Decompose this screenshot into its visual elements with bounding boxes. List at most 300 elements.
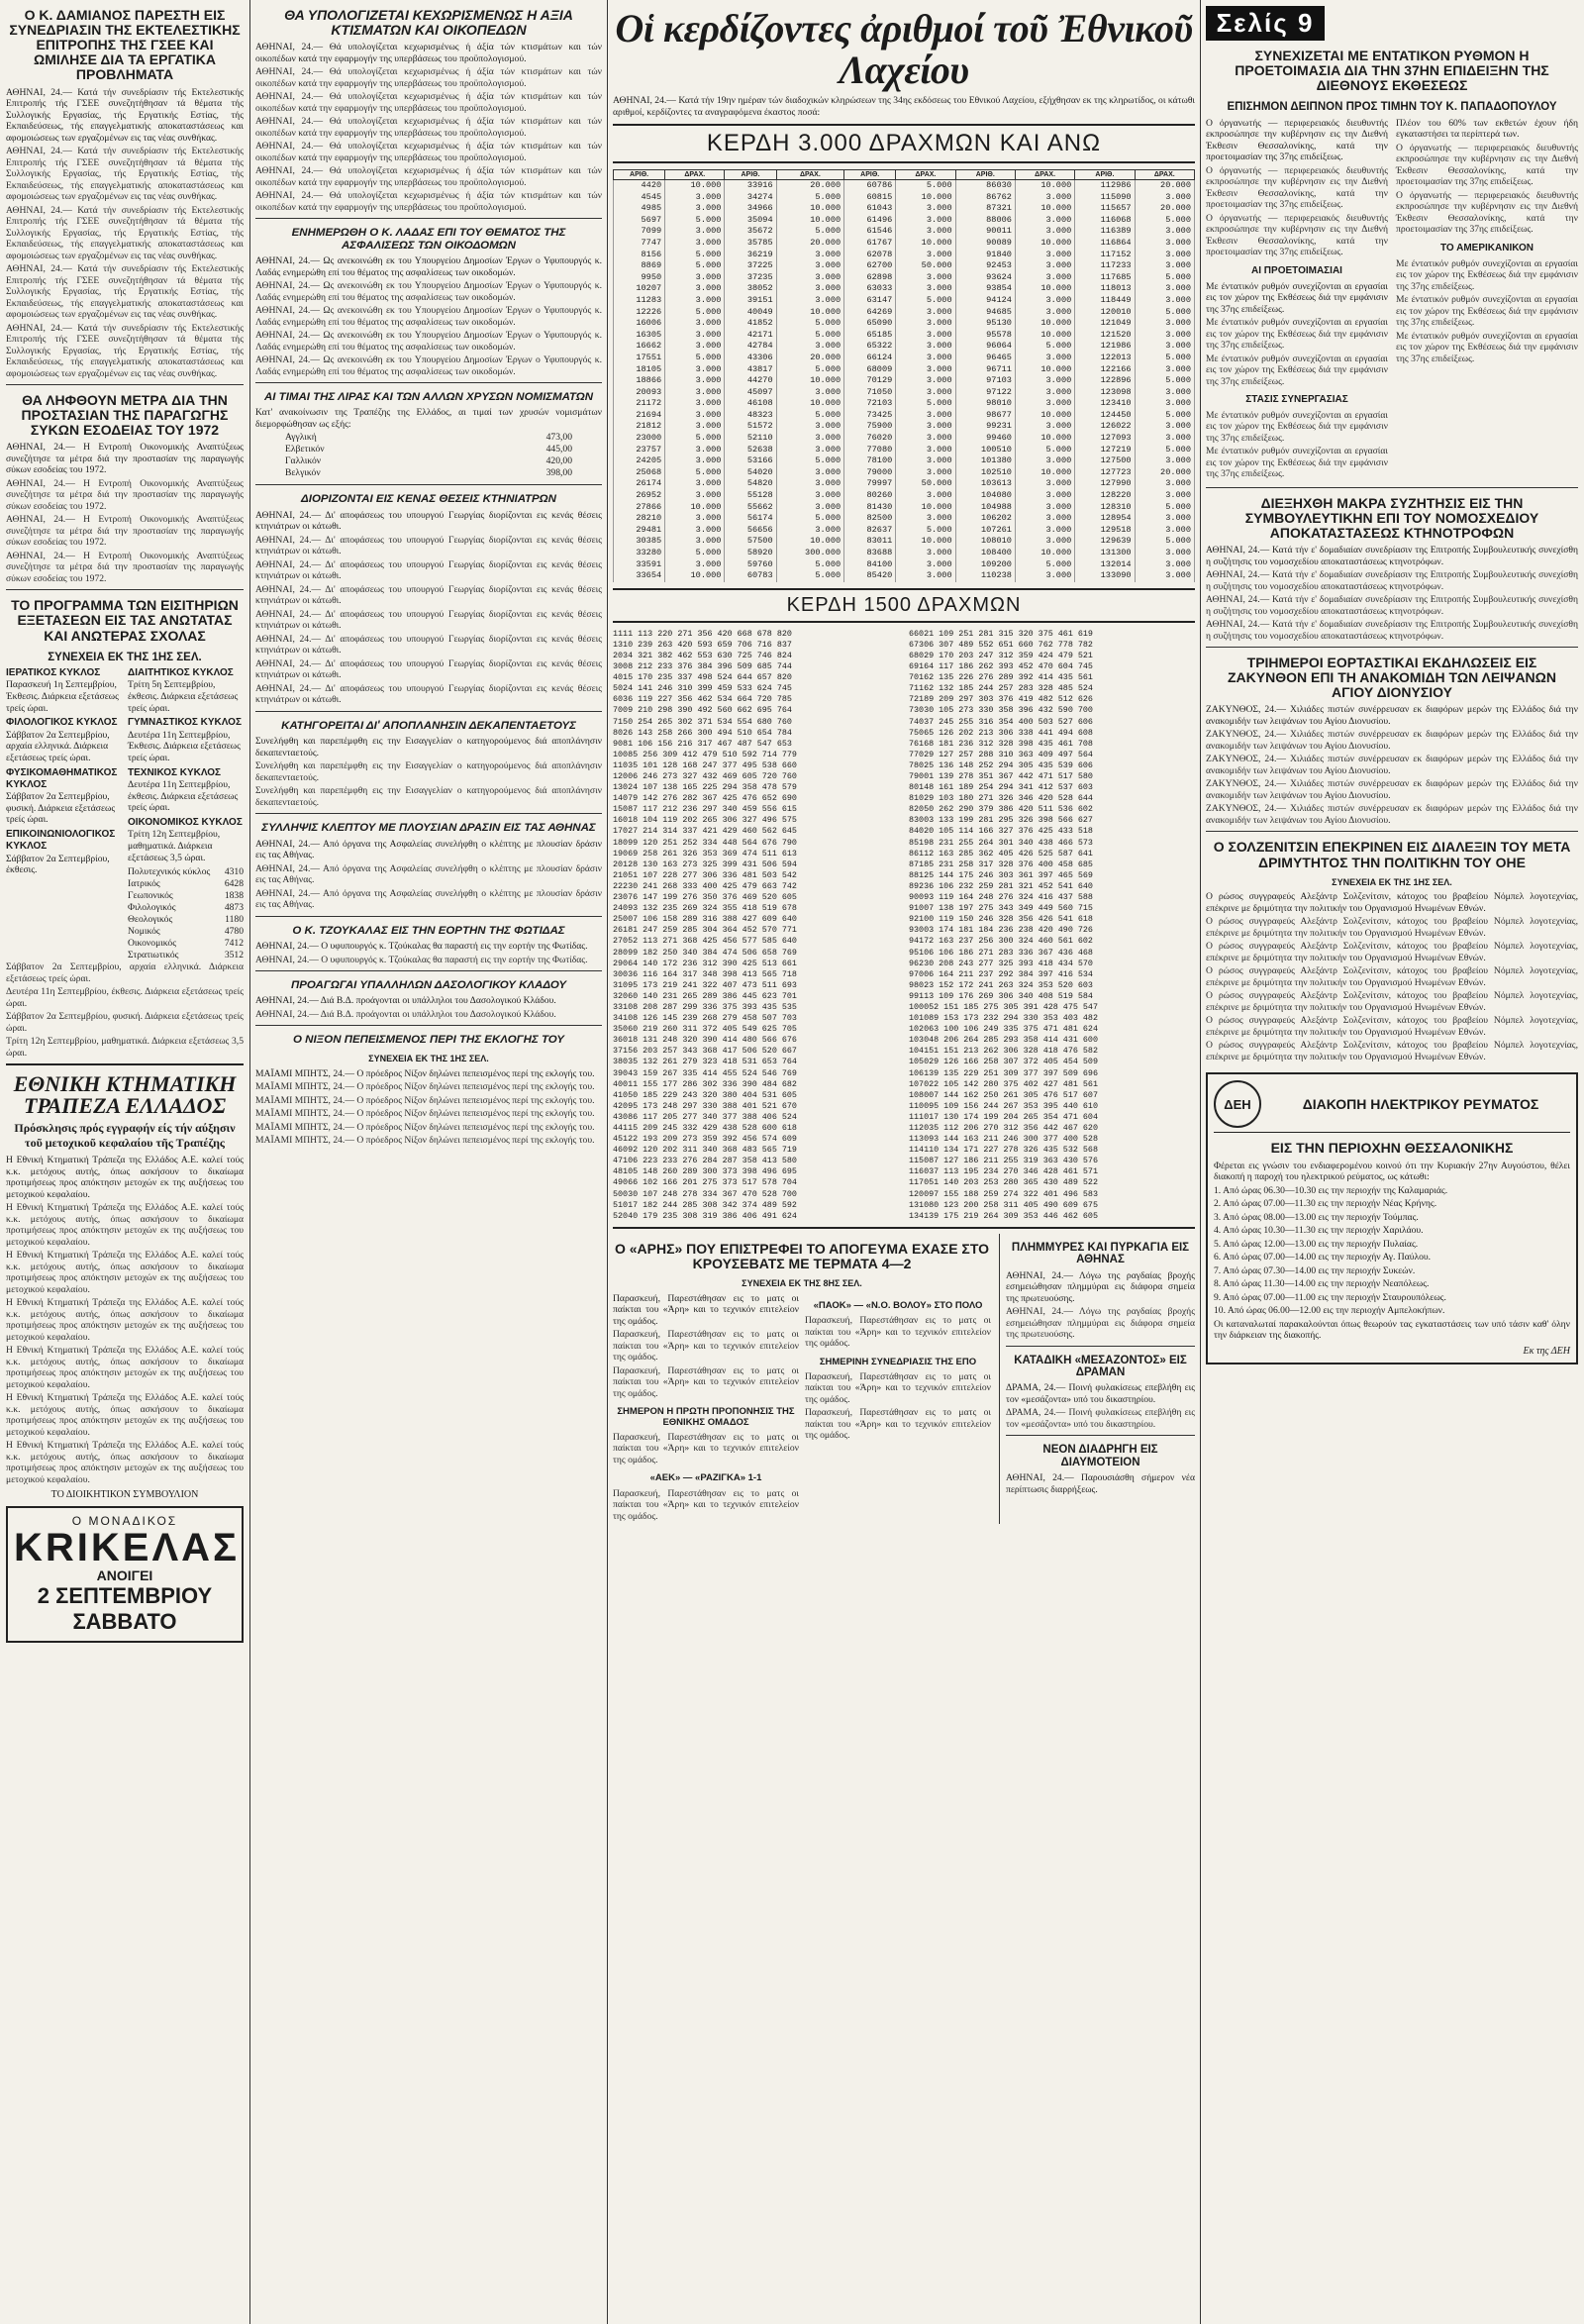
ticket-number: 85420 (844, 570, 896, 582)
ticket-number: 77080 (844, 445, 896, 456)
ticket-number: 65090 (844, 318, 896, 330)
ticket-number: 117152 (1075, 250, 1135, 261)
col-header: ΔΡΑΧ. (1135, 170, 1194, 180)
prize-amount: 3.000 (665, 295, 725, 307)
divider (1206, 647, 1578, 648)
prize-amount: 3.000 (896, 272, 955, 284)
ticket-number: 26952 (614, 490, 665, 502)
body-katadiki-2: ΔΡΑΜΑ, 24.— Ποινή φυλακίσεως επεβλήθη εις τον «μεσάζοντα» υπό του δικαστηρίου. (1006, 1407, 1195, 1430)
ticket-number: 96711 (955, 364, 1015, 376)
body-amerikaniko: Με έντατικόν ρυθμόν συνεχίζονται αι εργασίαι εις τον χώρον της Εκθέσεως διά την εμφάνισιν της 37ης επιδείξεως. (1396, 257, 1578, 292)
bank-body-3: Η Εθνική Κτηματική Τράπεζα της Ελλάδος Α.Ε. καλεί τούς κ.κ. μετόχους αυτής, όπως ασκήσουν το δικαίωμα προτιμήσεως προς απόκτησιν μετοχών εκ της αυξήσεως του μετοχικού κεφαλαίου. (6, 1297, 244, 1343)
body-stasis-2: Με έντατικόν ρυθμόν συνεχίζονται αι εργασίαι εις τον χώρον της Εκθέσεως διά την εμφάνισιν της 37ης επιδείξεως. (1206, 446, 1388, 480)
headline-neon: ΝΕΟΝ ΔΙΑΔΡΗΓΗ ΕΙΣ ΔΙΑΥΜΟΤΕΙΟΝ (1042, 1444, 1158, 1468)
ticket-number: 131300 (1075, 548, 1135, 559)
prize-amount: 5.000 (1135, 445, 1194, 456)
ticket-number: 117685 (1075, 272, 1135, 284)
prize-amount: 3.000 (776, 341, 844, 353)
prize-amount: 5.000 (665, 433, 725, 445)
headline-damianos: Ο Κ. ΔΑΜΙΑΝΟΣ ΠΑΡΕΣΤΗ ΕΙΣ ΣΥΝΕΔΡΙΑΣΙΝ ΤΗΣ ΕΚΤΕΛΕΣΤΙΚΗΣ ΕΠΙΤΡΟΠΗΣ ΤΗΣ ΓΣΕΕ ΚΑΙ ΩΜΙΛΗΣΕ ΔΙΑ ΤΑ ΕΡΓΑΤΙΚΑ ΠΡΟΒΛΗΜΑΤΑ (9, 7, 241, 83)
prize-amount: 3.000 (665, 192, 725, 204)
dei-item: 2. Από ώρας 07.00—11.30 εις την περιοχήν Νέας Κρήνης. (1214, 1198, 1437, 1210)
subhead-amerikaniko: ΤΟ ΑΜΕΡΙΚΑΝΙΚΟΝ (1440, 242, 1534, 253)
body-tzoukalas-2: ΑΘΗΝΑΙ, 24.— Ο υφυπουργός κ. Τζούκαλας θα παραστή εις την εορτήν της Φωτίδας. (255, 954, 588, 965)
prize-amount: 3.000 (896, 433, 955, 445)
body-kleptis-3: ΑΘΗΝΑΙ, 24.— Από όργανα της Ασφαλείας συνελήφθη ο κλέπτης με πλουσίαν δράσιν εις τας Αθήνας. (255, 887, 602, 911)
ticket-number: 68009 (844, 364, 896, 376)
continuation-note: ΣΥΝΕΧΕΙΑ ΕΚ ΤΗΣ 1ΗΣ ΣΕΛ. (48, 651, 202, 663)
prize-amount: 50.000 (896, 478, 955, 490)
headline-ktinotrofoi: ΔΙΕΞΗΧΘΗ ΜΑΚΡΑ ΣΥΖΗΤΗΣΙΣ ΕΙΣ ΤΗΝ ΣΥΜΒΟΥΛΕΥΤΙΚΗΝ ΕΠΙ ΤΟΥ ΝΟΜΟΣΧΕΔΙΟΥ ΑΠΟΚΑΤΑΣΤΑΣΕΩΣ ΚΤΗΝΟΤΡΟΦΩΝ (1244, 494, 1539, 542)
prize-amount: 3.000 (896, 375, 955, 387)
body-syka-2: ΑΘΗΝΑΙ, 24.— Η Εντροπή Οικονομικής Αναπτύξεως συνεζήτησε τα μέτρα διά την προστασίαν της παραγωγής σύκων εσοδείας του 1972. (6, 514, 244, 549)
ticket-number: 55128 (725, 490, 776, 502)
ticket-number: 73425 (844, 410, 896, 422)
body-ktismata: ΑΘΗΝΑΙ, 24.— Θά υπολογίζεται κεχωρισμένως ή άξία τών κτισμάτων και τών οικοπέδων κατά την εφαρμογήν της υπερβάσεως του προϋπολογισμού. (255, 42, 602, 64)
ticket-number: 35672 (725, 226, 776, 238)
prize-amount: 3.000 (1015, 525, 1074, 537)
prize-amount: 10.000 (776, 375, 844, 387)
dei-notice (1206, 1072, 1578, 1364)
ticket-number: 60815 (844, 192, 896, 204)
prize-amount: 10.000 (1015, 410, 1074, 422)
schedule-block: ΔΙΑΙΤΗΤΙΚΟΣ ΚΥΚΛΟΣ Τρίτη 5η Σεπτεμβρίου, έκθεσις. Διάρκεια εξετάσεως τρείς ώραι. (128, 667, 239, 714)
prize-amount: 3.000 (665, 203, 725, 215)
schedule-block: ΤΕΧΝΙΚΟΣ ΚΥΚΛΟΣ Δευτέρα 11η Σεπτεμβρίου, έκθεσις. Διάρκεια εξετάσεως τρείς ώραι. (128, 766, 239, 814)
ticket-number: 55662 (725, 502, 776, 514)
prize-amount: 10.000 (776, 398, 844, 410)
divider (255, 484, 602, 485)
prize-amount: 5.000 (665, 250, 725, 261)
prize-amount: 3.000 (776, 478, 844, 490)
prize-amount: 3.000 (896, 513, 955, 525)
ticket-number: 126022 (1075, 421, 1135, 433)
prize-amount: 3.000 (896, 445, 955, 456)
ticket-number: 95578 (955, 330, 1015, 342)
headline-proagogai: ΠΡΟΑΓΩΓΑΙ ΥΠΑΛΛΗΛΩΝ ΔΑΣΟΛΟΓΙΚΟΥ ΚΛΑΔΟΥ (290, 979, 567, 991)
ticket-number: 75900 (844, 421, 896, 433)
ticket-number: 9950 (614, 272, 665, 284)
ticket-number: 58920 (725, 548, 776, 559)
advert-krikelas (6, 1506, 244, 1643)
table-row (614, 295, 1195, 307)
ticket-number: 4985 (614, 203, 665, 215)
headline-ktismata: ΘΑ ΥΠΟΛΟΓΙΖΕΤΑΙ ΚΕΧΩΡΙΣΜΕΝΩΣ Η ΑΞΙΑ ΚΤΙΣΜΑΤΩΝ ΚΑΙ ΟΙΚΟΠΕΔΩΝ (284, 7, 573, 39)
headline-kleptis: ΣΥΛΛΗΨΙΣ ΚΛΕΠΤΟΥ ΜΕ ΠΛΟΥΣΙΑΝ ΔΡΑΣΙΝ ΕΙΣ ΤΑΣ ΑΘΗΝΑΣ (261, 822, 596, 835)
col-header: ΑΡΙΘ. (955, 170, 1015, 180)
prize-amount: 10.000 (1015, 238, 1074, 250)
prize-amount: 5.000 (665, 307, 725, 319)
ticket-number: 39151 (725, 295, 776, 307)
prize-amount: 10.000 (776, 536, 844, 548)
table-row (614, 341, 1195, 353)
ticket-number: 70129 (844, 375, 896, 387)
prize-amount: 3.000 (1135, 226, 1194, 238)
divider (255, 916, 602, 917)
prize-amount: 3.000 (1135, 238, 1194, 250)
ticket-number: 33591 (614, 559, 665, 571)
headline-prop: ΣΗΜΕΡΟΝ Η ΠΡΩΤΗ ΠΡΟΠΟΝΗΣΙΣ ΤΗΣ ΕΘΝΙΚΗΣ ΟΜΑΔΟΣ (617, 1406, 795, 1428)
body-damianos-4: ΑΘΗΝΑΙ, 24.— Κατά τήν συνεδρίασιν τής Εκτελεστικής Επιτροπής τής ΓΣΕΕ συνεζητήθησαν τά θέματα τής Συλλογικής Εργασίας, τής Εργατικής Εστίας, τής Εκπαιδεύσεως, τής επαγγελματικής αποκαταστάσεως και αφομοιώσεως των εργαζομένων εις τας νέας συνθήκας. (6, 322, 244, 379)
body-ladas-5: ΑΘΗΝΑΙ, 24.— Ως ανεκοινώθη εκ του Υπουργείου Δημοσίων Έργων ο Υφυπουργός κ. Λαδάς ενημερώθη επί του θέματος της ασφαλίσεως των οικοδομών. (255, 354, 602, 377)
ticket-number: 129518 (1075, 525, 1135, 537)
schedule-block: ΕΠΙΚΟΙΝΩΝΙΟΛΟΓΙΚΟΣ ΚΥΚΛΟΣ Σάββατον 2α Σεπτεμβρίου, έκθεσις. (6, 829, 116, 876)
ticket-number: 34274 (725, 192, 776, 204)
body-prop: Παρασκευή, Παρεστάθησαν εις το ματς οι παίκται του «Άρη» και το τεχνικόν επιτελείον της ομάδος. (613, 1431, 799, 1465)
prize-amount: 3.000 (896, 318, 955, 330)
ticket-number: 54020 (725, 467, 776, 479)
prize-amount: 5.000 (776, 364, 844, 376)
ticket-number: 44270 (725, 375, 776, 387)
prize-amount: 3.000 (1015, 226, 1074, 238)
advert-line: Ο ΜΟΝΑΔΙΚΟΣ (71, 1514, 178, 1529)
body-ktismata-2: ΑΘΗΝΑΙ, 24.— Θά υπολογίζεται κεχωρισμένως ή άξία τών κτισμάτων και τών οικοπέδων κατά την εφαρμογήν της υπερβάσεως του προϋπολογισμού. (255, 66, 602, 89)
prize-amount: 3.000 (776, 260, 844, 272)
ticket-number: 63033 (844, 283, 896, 295)
ticket-number: 40049 (725, 307, 776, 319)
body-nixon-4: ΜΑΪΑΜΙ ΜΠΗΤΣ, 24.— Ο πρόεδρος Νίξον δηλώνει πεπεισμένος περί της εκλογής του. (255, 1108, 595, 1120)
headline-katigoreitai: ΚΑΤΗΓΟΡΕΙΤΑΙ ΔΙ' ΑΠΟΠΛΑΝΗΣΙΝ ΔΕΚΑΠΕΝΤΑΕΤΟΥΣ (281, 719, 576, 732)
prize-amount: 3.000 (776, 445, 844, 456)
prize-amount: 3.000 (1135, 250, 1194, 261)
headline-vets: ΔΙΟΡΙΖΟΝΤΑΙ ΕΙΣ ΚΕΝΑΣ ΘΕΣΕΙΣ ΚΤΗΝΙΑΤΡΩΝ (301, 493, 556, 506)
bank-signature: ΤΟ ΔΙΟΙΚΗΤΙΚΟΝ ΣΥΜΒΟΥΛΙΟΝ (50, 1489, 199, 1501)
divider (255, 711, 602, 712)
prize-amount: 3.000 (665, 478, 725, 490)
prize-amount: 3.000 (896, 364, 955, 376)
schedule-block: ΦΙΛΟΛΟΓΙΚΟΣ ΚΥΚΛΟΣ Σάββατον 2α Σεπτεμβρίου, αρχαία ελληνικά. Διάρκεια εξετάσεως τρείς ώραι. (6, 717, 118, 763)
divider (1006, 1346, 1195, 1347)
prize-amount: 10.000 (896, 192, 955, 204)
prize-amount: 5.000 (1135, 375, 1194, 387)
ticket-number: 127219 (1075, 445, 1135, 456)
ticket-number: 86762 (955, 192, 1015, 204)
body-katadiki: ΔΡΑΜΑ, 24.— Ποινή φυλακίσεως επεβλήθη εις τον «μεσάζοντα» υπό του δικαστηρίου. (1006, 1382, 1195, 1405)
prize-amount: 3.000 (896, 559, 955, 571)
ticket-number: 16006 (614, 318, 665, 330)
col-header: ΑΡΙΘ. (614, 170, 665, 180)
column-1 (6, 0, 244, 2324)
lottery-title: Οἱ κερδίζοντες ἀριθμοί τοῦ Ἐθνικοῦ Λαχείου (615, 6, 1193, 92)
prize-amount: 3.000 (665, 559, 725, 571)
ticket-number: 115090 (1075, 192, 1135, 204)
body-solzenitsin-7: Ο ρώσος συγγραφεύς Αλεξάντρ Σολζενίτσιν, κάτοχος του βραβείου Νόμπελ λογοτεχνίας, επέκρινε με δριμύτητα την πολιτικήν του Οργανισμού Ηνωμένων Εθνών. (1206, 1040, 1578, 1062)
body-ktinotrofoi-3: ΑΘΗΝΑΙ, 24.— Κατά τήν ε' δομαδιαίαν συνεδρίασιν της Επιτροπής Συμβουλευτικής συνεχίσθη η συζήτησις του νομοσχεδίου αποκαταστάσεως κτηνοτρόφων. (1206, 594, 1578, 617)
ticket-number: 128220 (1075, 490, 1135, 502)
prize-amount: 5.000 (1015, 559, 1074, 571)
ticket-number: 10207 (614, 283, 665, 295)
body-ekthesi-b-2: Ο όργανωτής — περιφερειακός διευθυντής εκπροσώπησε την κυβέρνησιν εις την Διεθνή Έκθεσιν Θεσσαλονίκης, κατά την προετοιμασίαν της 37ης επιδείξεως. (1396, 142, 1578, 188)
body-solzenitsin-5: Ο ρώσος συγγραφεύς Αλεξάντρ Σολζενίτσιν, κάτοχος του βραβείου Νόμπελ λογοτεχνίας, επέκρινε με δριμύτητα την πολιτικήν του Οργανισμού Ηνωμένων Εθνών. (1206, 990, 1578, 1013)
ticket-number: 118013 (1075, 283, 1135, 295)
body-solzenitsin-6: Ο ρώσος συγγραφεύς Αλεξάντρ Σολζενίτσιν, κάτοχος του βραβείου Νόμπελ λογοτεχνίας, επέκρινε με δριμύτητα την πολιτικήν του Οργανισμού Ηνωμένων Εθνών. (1206, 1015, 1578, 1038)
ticket-number: 21172 (614, 398, 665, 410)
prize-amount: 3.000 (1135, 398, 1194, 410)
prize-amount: 5.000 (1135, 307, 1194, 319)
headline-ekthesi: ΣΥΝΕΧΙΖΕΤΑΙ ΜΕ ΕΝΤΑΤΙΚΟΝ ΡΥΘΜΟΝ Η ΠΡΟΕΤΟΙΜΑΣΙΑ ΔΙΑ ΤΗΝ 37ΗΝ ΕΠΙΔΕΙΞΗΝ ΤΗΣ ΔΙΕΘΝΟΥΣ ΕΚΘΕΣΕΩΣ (1235, 48, 1549, 94)
table-row (614, 502, 1195, 514)
body-vets: ΑΘΗΝΑΙ, 24.— Δι' αποφάσεως του υπουργού Γεωργίας διορίζονται εις κενάς θέσεις κτηνιάτρων οι κάτωθι. (255, 509, 602, 533)
dei-close: Οι καταναλωταί παρακαλούνται όπως θεωρούν τας εγκαταστάσεις των υπό τάσιν καθ' όλην την διάρκειαν της διακοπής. (1214, 1318, 1570, 1342)
ticket-number: 35094 (725, 215, 776, 227)
prize-amount: 10.000 (896, 502, 955, 514)
dei-item: 1. Από ώρας 06.30—10.30 εις την περιοχήν της Καλαμαριάς. (1214, 1184, 1448, 1196)
table-row (614, 548, 1195, 559)
prize-amount: 3.000 (776, 433, 844, 445)
table-row (614, 250, 1195, 261)
ticket-number: 52110 (725, 433, 776, 445)
col-header: ΑΡΙΘ. (725, 170, 776, 180)
prize-amount: 3.000 (896, 353, 955, 364)
dei-title: ΔΙΑΚΟΠΗ ΗΛΕΚΤΡΙΚΟΥ ΡΕΥΜΑΤΟΣ (1302, 1095, 1539, 1112)
table-row (614, 410, 1195, 422)
prize-amount: 3.000 (896, 341, 955, 353)
prize-amount: 20.000 (776, 353, 844, 364)
prize-amount: 10.000 (776, 307, 844, 319)
body-proetoimasiai-3: Με έντατικόν ρυθμόν συνεχίζονται αι εργασίαι εις τον χώρον της Εκθέσεως διά την εμφάνισιν της 37ης επιδείξεως. (1206, 353, 1388, 387)
ticket-number: 127500 (1075, 455, 1135, 467)
ticket-number: 33280 (614, 548, 665, 559)
ticket-number: 118449 (1075, 295, 1135, 307)
ticket-number: 117233 (1075, 260, 1135, 272)
ticket-number: 62700 (844, 260, 896, 272)
ticket-number: 21812 (614, 421, 665, 433)
body-vets-8: ΑΘΗΝΑΙ, 24.— Δι' αποφάσεως του υπουργού Γεωργίας διορίζονται εις κενάς θέσεις κτηνιάτρων οι κάτωθι. (255, 682, 602, 706)
ticket-number: 103613 (955, 478, 1015, 490)
schedule-block: ΟΙΚΟΝΟΜΙΚΟΣ ΚΥΚΛΟΣ Τρίτη 12η Σεπτεμβρίου, μαθηματικά. Διάρκεια εξετάσεως 3,5 ώραι. (128, 817, 243, 863)
body-damianos-2: ΑΘΗΝΑΙ, 24.— Κατά τήν συνεδρίασιν τής Εκτελεστικής Επιτροπής τής ΓΣΕΕ συνεζητήθησαν τά θέματα τής Συλλογικής Εργασίας, τής Εργατικής Εστίας, τής Εκπαιδεύσεως, τής επαγγελματικής αποκαταστάσεως και αφομοιώσεως των εργαζομένων εις τας νέας συνθήκας. (6, 204, 244, 261)
ticket-number: 56174 (725, 513, 776, 525)
lead-syka: ΑΘΗΝΑΙ, 24.— Η Εντροπή Οικονομικής Αναπτύξεως συνεζήτησε τα μέτρα διά την προστασίαν της παραγωγής σύκων εσοδείας του 1972. (6, 442, 244, 476)
ticket-number: 45097 (725, 387, 776, 399)
prize-amount: 5.000 (776, 513, 844, 525)
body-ladas-3: ΑΘΗΝΑΙ, 24.— Ως ανεκοινώθη εκ του Υπουργείου Δημοσίων Έργων ο Υφυπουργός κ. Λαδάς ενημερώθη επί του θέματος της ασφαλίσεως των οικοδομών. (255, 305, 602, 328)
prize-amount: 10.000 (776, 203, 844, 215)
prize-amount: 10.000 (1015, 330, 1074, 342)
body-raz: Παρασκευή, Παρεστάθησαν εις το ματς οι παίκται του «Άρη» και το τεχνικόν επιτελείον της ομάδος. (613, 1487, 799, 1522)
prize-amount: 5.000 (776, 455, 844, 467)
ticket-number: 18105 (614, 364, 665, 376)
ticket-number: 123098 (1075, 387, 1135, 399)
headline-solzenitsin: Ο ΣΟΛΖΕΝΙΤΣΙΝ ΕΠΕΚΡΙΝΕΝ ΕΙΣ ΔΙΑΛΕΞΙΝ ΤΟΥ ΜΕΤΑ ΔΡΙΜΥΤΗΤΟΣ ΤΗΝ ΠΟΛΙΤΙΚΗΝ ΤΟΥ ΟΗΕ (1213, 839, 1571, 870)
ticket-number: 78100 (844, 455, 896, 467)
dei-item: 9. Από ώρας 07.00—11.00 εις την περιοχήν Σταυρουπόλεως. (1214, 1291, 1446, 1303)
prize-amount: 5.000 (776, 559, 844, 571)
prize-amount: 3.000 (896, 203, 955, 215)
prize-amount: 3.000 (776, 525, 844, 537)
table-row (614, 375, 1195, 387)
prize-amount: 3.000 (896, 421, 955, 433)
prize-amount: 10.000 (1015, 433, 1074, 445)
stat-row: Νομικός 4780 (128, 926, 244, 938)
ticket-number: 81430 (844, 502, 896, 514)
prize-amount: 10.000 (665, 180, 725, 192)
prize-amount: 3.000 (896, 570, 955, 582)
ticket-number: 27866 (614, 502, 665, 514)
bank-lead: Η Εθνική Κτηματική Τράπεζα της Ελλάδος Α.Ε. καλεί τούς κ.κ. μετόχους αυτής, όπως ασκήσουν το δικαίωμα προτιμήσεως προς απόκτησιν μετοχών εκ της αυξήσεως του μετοχικού κεφαλαίου. (6, 1155, 244, 1200)
table-row (614, 238, 1195, 250)
table-row (614, 215, 1195, 227)
body-exams-2: Δευτέρα 11η Σεπτεμβρίου, έκθεσις. Διάρκεια εξετάσεως τρείς ώραι. (6, 986, 244, 1009)
bank-title: ΕΘΝΙΚΗ ΚΤΗΜΑΤΙΚΗ ΤΡΑΠΕΖΑ ΕΛΛΑΔΟΣ (13, 1071, 237, 1119)
body-ktismata-6: ΑΘΗΝΑΙ, 24.— Θά υπολογίζεται κεχωρισμένως ή άξία τών κτισμάτων και τών οικοπέδων κατά την εφαρμογήν της υπερβάσεως του προϋπολογισμού. (255, 165, 602, 188)
advert-line: ΑΝΟΙΓΕΙ (96, 1567, 153, 1584)
ticket-number: 90011 (955, 226, 1015, 238)
body-proetoimasiai-2: Με έντατικόν ρυθμόν συνεχίζονται αι εργασίαι εις τον χώρον της Εκθέσεως διά την εμφάνισιν της 37ης επιδείξεως. (1206, 317, 1388, 352)
body-solzenitsin: Ο ρώσος συγγραφεύς Αλεξάντρ Σολζενίτσιν, κάτοχος του βραβείου Νόμπελ λογοτεχνίας, επέκρινε με δριμύτητα την πολιτικήν του Οργανισμού Ηνωμένων Εθνών. (1206, 891, 1578, 914)
prize-amount: 3.000 (1015, 387, 1074, 399)
ticket-number: 29481 (614, 525, 665, 537)
prize-amount: 3.000 (1015, 570, 1074, 582)
ticket-number: 43306 (725, 353, 776, 364)
table-row (614, 478, 1195, 490)
table-row (614, 364, 1195, 376)
prize-amount: 3.000 (896, 548, 955, 559)
prize-amount: 20.000 (776, 238, 844, 250)
prize-amount: 3.000 (1135, 478, 1194, 490)
body-ladas: ΑΘΗΝΑΙ, 24.— Ως ανεκοινώθη εκ του Υπουργείου Δημοσίων Έργων ο Υφυπουργός κ. Λαδάς ενημερώθη επί του θέματος της ασφαλίσεως των οικοδομών. (255, 255, 602, 278)
ticket-number: 106202 (955, 513, 1015, 525)
body-zakynthos-5: ΖΑΚΥΝΘΟΣ, 24.— Χιλιάδες πιστών συνέρρευσαν εκ διαφόρων μερών της Ελλάδος διά την ανακομιδήν των λειψάνων του Αγίου Διονυσίου. (1206, 803, 1578, 826)
prize-amount: 10.000 (896, 536, 955, 548)
prize-amount: 10.000 (665, 570, 725, 582)
prize-amount: 5.000 (896, 180, 955, 192)
continuation-note: ΣΥΝΕΧΕΙΑ ΕΚ ΤΗΣ 1ΗΣ ΣΕΛ. (1332, 876, 1452, 887)
subhead-stasis: ΣΤΑΣΙΣ ΣΥΝΕΡΓΑΣΙΑΣ (1245, 394, 1348, 406)
table-header (614, 170, 1195, 180)
prize-amount: 3.000 (665, 364, 725, 376)
ticket-number: 97103 (955, 375, 1015, 387)
table-body (614, 180, 1195, 582)
divider (1206, 487, 1578, 488)
ticket-number: 54820 (725, 478, 776, 490)
body-damianos: ΑΘΗΝΑΙ, 24.— Κατά τήν συνεδρίασιν τής Εκτελεστικής Επιτροπής τής ΓΣΕΕ συνεζητήθησαν τά θέματα τής Συλλογικής Εργασίας, τής Εργατικής Εστίας, τής Εκπαιδεύσεως, τής επαγγελματικής αποκαταστάσεως και αφομοιώσεως των εργαζομένων εις τας νέας συνθήκας. (6, 146, 244, 203)
ticket-number: 76020 (844, 433, 896, 445)
prize-amount: 3.000 (1015, 455, 1074, 467)
ticket-number: 84100 (844, 559, 896, 571)
col-header: ΔΡΑΧ. (896, 170, 955, 180)
ticket-number: 127723 (1075, 467, 1135, 479)
body-ktismata-4: ΑΘΗΝΑΙ, 24.— Θά υπολογίζεται κεχωρισμένως ή άξία τών κτισμάτων και τών οικοπέδων κατά την εφαρμογήν της υπερβάσεως του προϋπολογισμού. (255, 116, 602, 139)
body-ktismata-3: ΑΘΗΝΑΙ, 24.— Θά υπολογίζεται κεχωρισμένως ή άξία τών κτισμάτων και τών οικοπέδων κατά την εφαρμογήν της υπερβάσεως του προϋπολογισμού. (255, 91, 602, 114)
ticket-number: 46108 (725, 398, 776, 410)
prize-amount: 3.000 (896, 387, 955, 399)
prize-amount: 3.000 (1015, 490, 1074, 502)
body-zakynthos-2: ΖΑΚΥΝΘΟΣ, 24.— Χιλιάδες πιστών συνέρρευσαν εκ διαφόρων μερών της Ελλάδος διά την ανακομιδήν των λειψάνων του Αγίου Διονυσίου. (1206, 729, 1578, 752)
ticket-number: 33916 (725, 180, 776, 192)
prize-amount: 3.000 (1015, 502, 1074, 514)
headline-syka: ΘΑ ΛΗΦΘΟΥΝ ΜΕΤΡΑ ΔΙΑ ΤΗΝ ΠΡΟΣΤΑΣΙΑΝ ΤΗΣ ΠΑΡΑΓΩΓΗΣ ΣΥΚΩΝ ΕΣΟΔΕΙΑΣ ΤΟΥ 1972 (21, 392, 229, 439)
dei-item: 10. Από ώρας 06.00—12.00 εις την περιοχήν Αμπελοκήπων. (1214, 1305, 1445, 1317)
prize-amount: 3.000 (665, 421, 725, 433)
body-syka: ΑΘΗΝΑΙ, 24.— Η Εντροπή Οικονομικής Αναπτύξεως συνεζήτησε τα μέτρα διά την προστασίαν της παραγωγής σύκων εσοδείας του 1972. (6, 477, 244, 512)
prize-amount: 3.000 (1015, 398, 1074, 410)
body-ekthesi-2: Ο όργανωτής — περιφερειακός διευθυντής εκπροσώπησε την κυβέρνησιν εις την Διεθνή Έκθεσιν Θεσσαλονίκης, κατά την προετοιμασίαν της 37ης επιδείξεως. (1206, 164, 1388, 211)
dei-signature: Εκ της ΔΕΗ (1523, 1345, 1570, 1357)
ticket-number: 79997 (844, 478, 896, 490)
ticket-number: 107261 (955, 525, 1015, 537)
ticket-number: 124450 (1075, 410, 1135, 422)
divider (255, 970, 602, 971)
table-row (614, 272, 1195, 284)
body-ladas-4: ΑΘΗΝΑΙ, 24.— Ως ανεκοινώθη εκ του Υπουργείου Δημοσίων Έργων ο Υφυπουργός κ. Λαδάς ενημερώθη επί του θέματος της ασφαλίσεως των οικοδομών. (255, 330, 602, 353)
table-row (614, 570, 1195, 582)
ticket-number: 101380 (955, 455, 1015, 467)
winning-numbers-table (613, 169, 1195, 582)
ticket-number: 109200 (955, 559, 1015, 571)
ticket-number: 71050 (844, 387, 896, 399)
ticket-number: 4545 (614, 192, 665, 204)
prize-amount: 5.000 (896, 295, 955, 307)
prize-amount: 3.000 (776, 502, 844, 514)
body-ladas-2: ΑΘΗΝΑΙ, 24.— Ως ανεκοινώθη εκ του Υπουργείου Δημοσίων Έργων ο Υφυπουργός κ. Λαδάς ενημερώθη επί του θέματος της ασφαλίσεως των οικοδομών. (255, 280, 602, 303)
prize-amount: 3.000 (896, 283, 955, 295)
table-row (614, 192, 1195, 204)
prize-amount: 3.000 (1135, 433, 1194, 445)
ticket-number: 133090 (1075, 570, 1135, 582)
body-vets-6: ΑΘΗΝΑΙ, 24.— Δι' αποφάσεως του υπουργού Γεωργίας διορίζονται εις κενάς θέσεις κτηνιάτρων οι κάτωθι. (255, 633, 602, 657)
table-row (614, 260, 1195, 272)
ticket-number: 116389 (1075, 226, 1135, 238)
bank-subtitle: Πρόσκλησις πρός εγγραφήν είς τήν αύξησιν τοῦ μετοχικοῦ κεφαλαίου τῆς Τραπέζης (14, 1121, 236, 1151)
prize-amount: 3.000 (665, 410, 725, 422)
body-epo: Παρασκευή, Παρεστάθησαν εις το ματς οι παίκται του «Άρη» και το τεχνικόν επιτελείον της ομάδος. (805, 1370, 991, 1405)
ticket-number: 37225 (725, 260, 776, 272)
prize-amount: 3.000 (665, 226, 725, 238)
divider (1006, 1435, 1195, 1436)
prize-heading-1500: ΚΕΡΔΗ 1500 ΔΡΑΧΜΩΝ (613, 588, 1195, 623)
prize-amount: 3.000 (896, 455, 955, 467)
prize-amount: 3.000 (1135, 318, 1194, 330)
ticket-number: 61767 (844, 238, 896, 250)
body-katigoreitai-2: Συνελήφθη και παρεπέμφθη εις την Εισαγγελίαν ο κατηγορούμενος διά αποπλάνησιν δεκαπενταετούς. (255, 760, 602, 783)
prize-amount: 10.000 (1015, 283, 1074, 295)
prize-amount: 10.000 (1015, 548, 1074, 559)
headline-exams: ΤΟ ΠΡΟΓΡΑΜΜΑ ΤΩΝ ΕΙΣΙΤΗΡΙΩΝ ΕΞΕΤΑΣΕΩΝ ΕΙΣ ΤΑΣ ΑΝΩΤΑΤΑΣ ΚΑΙ ΑΝΩΤΕΡΑΣ ΣΧΟΛΑΣ (11, 597, 239, 644)
prize-amount: 5.000 (1135, 353, 1194, 364)
ticket-number: 132014 (1075, 559, 1135, 571)
body-nixon-3: ΜΑΪΑΜΙ ΜΠΗΤΣ, 24.— Ο πρόεδρος Νίξον δηλώνει πεπεισμένος περί της εκλογής του. (255, 1094, 595, 1106)
body-ktinotrofoi-2: ΑΘΗΝΑΙ, 24.— Κατά τήν ε' δομαδιαίαν συνεδρίασιν της Επιτροπής Συμβουλευτικής συνεχίσθη η συζήτησις του νομοσχεδίου αποκαταστάσεως κτηνοτρόφων. (1206, 569, 1578, 592)
body-ktismata-5: ΑΘΗΝΑΙ, 24.— Θά υπολογίζεται κεχωρισμένως ή άξία τών κτισμάτων και τών οικοπέδων κατά την εφαρμογήν της υπερβάσεως του προϋπολογισμού. (255, 141, 602, 163)
prize-amount: 3.000 (1015, 295, 1074, 307)
ticket-number: 96064 (955, 341, 1015, 353)
prize-amount: 10.000 (776, 215, 844, 227)
headline-plimmyres: ΠΛΗΜΜΥΡΕΣ ΚΑΙ ΠΥΡΚΑΓΙΑ ΕΙΣ ΑΘΗΝΑΣ (1011, 1241, 1190, 1266)
ticket-number: 80260 (844, 490, 896, 502)
body-plimmyres: ΑΘΗΝΑΙ, 24.— Λόγω της ραγδαίας βροχής εσημειώθησαν πλημμύραι εις διάφορα σημεία της πρωτευούσης. (1006, 1269, 1195, 1304)
prize-heading-3000: ΚΕΡΔΗ 3.000 ΔΡΑΧΜΩΝ ΚΑΙ ΑΝΩ (613, 124, 1195, 163)
ticket-number: 64269 (844, 307, 896, 319)
prize-amount: 3.000 (1135, 570, 1194, 582)
ticket-number: 82637 (844, 525, 896, 537)
prize-amount: 3.000 (665, 455, 725, 467)
body-epo-2: Παρασκευή, Παρεστάθησαν εις το ματς οι παίκται του «Άρη» και το τεχνικόν επιτελείον της ομάδος. (805, 1407, 991, 1442)
prize-amount: 3.000 (776, 283, 844, 295)
ticket-number: 60786 (844, 180, 896, 192)
dei-logo: ΔΕΗ (1214, 1080, 1261, 1128)
table-row (614, 559, 1195, 571)
prize-amount: 3.000 (665, 341, 725, 353)
prize-amount: 3.000 (1015, 478, 1074, 490)
ticket-number: 83011 (844, 536, 896, 548)
prize-amount: 5.000 (896, 398, 955, 410)
bank-body-5: Η Εθνική Κτηματική Τράπεζα της Ελλάδος Α.Ε. καλεί τούς κ.κ. μετόχους αυτής, όπως ασκήσουν το δικαίωμα προτιμήσεως προς απόκτησιν μετοχών εκ της αυξήσεως του μετοχικού κεφαλαίου. (6, 1392, 244, 1438)
ticket-number: 129639 (1075, 536, 1135, 548)
ticket-number: 65185 (844, 330, 896, 342)
prize-amount: 3.000 (1135, 341, 1194, 353)
prize-amount: 3.000 (1135, 192, 1194, 204)
